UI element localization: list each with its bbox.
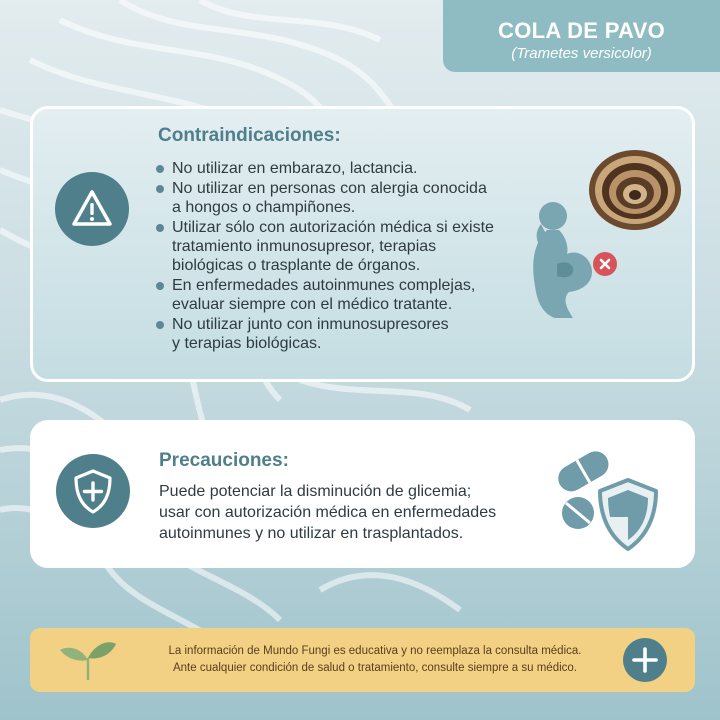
list-item: No utilizar en personas con alergia conocida a hongos o champiñones. xyxy=(156,179,526,217)
title-banner xyxy=(443,0,720,72)
sprout-icon xyxy=(58,636,118,682)
list-item: No utilizar junto con inmunosupresores y terapias biológicas. xyxy=(156,315,526,353)
bullet-icon xyxy=(156,282,164,290)
precautions-card xyxy=(30,420,695,568)
list-item: Utilizar sólo con autorización médica si existe tratamiento inmunosupresor, terapias biológicas o trasplante de órganos. xyxy=(156,218,526,275)
contraindications-list xyxy=(156,159,526,354)
contraindications-heading: Contraindicaciones: xyxy=(158,125,341,146)
bullet-icon xyxy=(156,165,164,173)
warning-icon xyxy=(55,172,129,246)
bullet-icon xyxy=(156,224,164,232)
contraindications-card xyxy=(30,106,695,382)
disclaimer-footer xyxy=(30,628,695,692)
precautions-heading: Precauciones: xyxy=(159,450,289,471)
pills-shield-icon xyxy=(548,445,663,555)
bullet-icon xyxy=(156,185,164,193)
list-item: No utilizar en embarazo, lactancia. xyxy=(156,159,526,178)
bullet-icon xyxy=(156,321,164,329)
plus-icon xyxy=(623,638,667,682)
list-item: En enfermedades autoinmunes complejas, evaluar siempre con el médico tratante. xyxy=(156,276,526,314)
disclaimer-text: La información de Mundo Fungi es educativa y no reemplaza la consulta médica. Ante cualquier condición de salud o tratamiento, consulte siempre a su médico. xyxy=(168,645,582,674)
precautions-text: Puede potenciar la disminución de glicemia; usar con autorización médica en enfermedades autoinmunes y no utilizar en trasplantados. xyxy=(159,483,497,542)
page-subtitle: (Trametes versicolor) xyxy=(511,45,652,62)
close-icon xyxy=(593,252,617,276)
page-title: COLA DE PAVO xyxy=(498,18,665,43)
shield-plus-icon xyxy=(56,454,130,528)
